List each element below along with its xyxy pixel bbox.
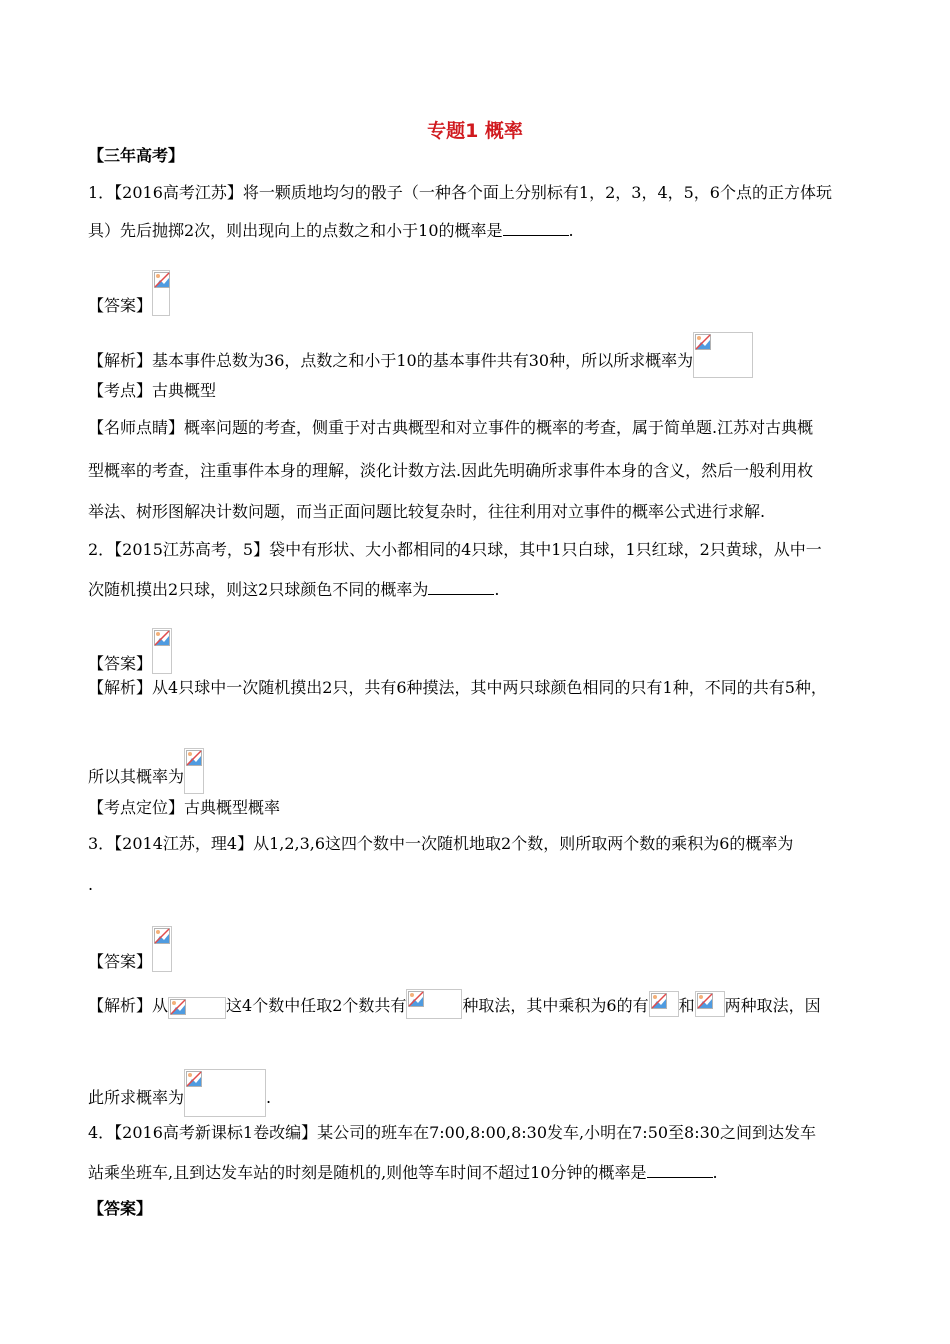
formula-image xyxy=(152,270,170,316)
q2-answer xyxy=(88,628,172,674)
analysis-text: . xyxy=(266,1088,272,1107)
q3-answer xyxy=(88,926,172,972)
broken-image-icon xyxy=(697,993,713,1009)
answer-label: 【答案】 xyxy=(88,952,153,971)
analysis-text: 基本事件总数为36，点数之和小于10的基本事件共有30种，所以所求概率为 xyxy=(152,351,694,370)
tip-label: 【名师点睛】 xyxy=(88,418,185,437)
broken-image-icon xyxy=(186,750,202,766)
formula-image xyxy=(152,628,172,674)
q4-answer xyxy=(88,1199,152,1219)
q1-period: . xyxy=(568,221,574,240)
answer-blank xyxy=(503,221,569,236)
formula-image xyxy=(152,926,172,972)
broken-image-icon xyxy=(170,999,186,1015)
broken-image-icon xyxy=(154,272,170,288)
formula-image xyxy=(649,991,679,1017)
analysis-text: 从4只球中一次随机摸出2只，共有6种摸法，其中两只球颜色相同的只有1种，不同的共有5种， xyxy=(152,678,827,697)
q2-analysis-line2 xyxy=(88,748,204,794)
answer-blank xyxy=(647,1163,713,1178)
broken-image-icon xyxy=(651,993,667,1009)
q3-line1: 3．【2014江苏，理4】从1,2,3,6这四个数中一次随机地取2个数，则所取两个数的乘积为6的概率为 xyxy=(88,834,794,853)
q4-line2 xyxy=(88,1163,718,1183)
analysis-label: 【解析】 xyxy=(88,996,153,1015)
analysis-text: 此所求概率为 xyxy=(88,1088,185,1107)
analysis-label: 【解析】 xyxy=(88,678,153,697)
analysis-text: 所以其概率为 xyxy=(88,767,185,786)
q1-line1: 1．【2016高考江苏】将一颗质地均匀的骰子（一种各个面上分别标有1，2，3，4，5，6个点的正方体玩 xyxy=(88,183,832,202)
formula-image xyxy=(168,997,226,1019)
formula-image xyxy=(184,1069,266,1117)
q2-line1: 2．【2015江苏高考，5】袋中有形状、大小都相同的4只球，其中1只白球，1只红球，2只黄球，从中一 xyxy=(88,540,822,559)
page-title: 专题1 概率 xyxy=(427,120,523,142)
answer-label: 【答案】 xyxy=(88,654,153,673)
q1-text: 具）先后抛掷2次，则出现向上的点数之和小于10的概率是 xyxy=(88,221,503,240)
q3-line2: . xyxy=(88,875,94,894)
broken-image-icon xyxy=(408,991,424,1007)
analysis-text: 两种取法，因 xyxy=(724,996,821,1015)
q2-text: 次随机摸出2只球，则这2只球颜色不同的概率为 xyxy=(88,580,429,599)
q1-knowledge-point xyxy=(88,381,216,401)
broken-image-icon xyxy=(154,928,170,944)
tip-text: 概率问题的考查，侧重于对古典概型和对立事件的概率的考查，属于简单题.江苏对古典概 xyxy=(184,418,814,437)
kp-text: 古典概型 xyxy=(152,381,217,400)
q3-analysis-line2 xyxy=(88,1069,271,1117)
broken-image-icon xyxy=(154,630,170,646)
q3-analysis-line1 xyxy=(88,989,821,1019)
q4-line1: 4．【2016高考新课标1卷改编】某公司的班车在7:00,8:00,8:30发车,小明在7:50至8:30之间到达发车 xyxy=(88,1123,816,1142)
broken-image-icon xyxy=(186,1071,202,1087)
analysis-text: 种取法，其中乘积为6的有 xyxy=(462,996,649,1015)
q1-tip-line1 xyxy=(88,418,813,438)
formula-image xyxy=(406,989,462,1019)
q2-period: . xyxy=(494,580,500,599)
formula-image xyxy=(693,332,753,378)
q2-analysis-line1 xyxy=(88,678,827,698)
q1-analysis xyxy=(88,332,753,378)
q4-text: 站乘坐班车,且到达发车站的时刻是随机的,则他等车时间不超过10分钟的概率是 xyxy=(88,1163,647,1182)
kp-label: 【考点定位】 xyxy=(88,798,185,817)
q1-tip-line3: 举法、树形图解决计数问题，而当正面问题比较复杂时，往往利用对立事件的概率公式进行求解. xyxy=(88,502,766,521)
analysis-text: 和 xyxy=(678,996,695,1015)
kp-label: 【考点】 xyxy=(88,381,153,400)
formula-image xyxy=(184,748,204,794)
broken-image-icon xyxy=(695,334,711,350)
q2-line2 xyxy=(88,580,499,600)
analysis-text: 这4个数中任取2个数共有 xyxy=(226,996,407,1015)
q1-answer xyxy=(88,270,170,316)
kp-text: 古典概型概率 xyxy=(184,798,281,817)
q1-line2 xyxy=(88,221,574,241)
q2-knowledge-point xyxy=(88,798,280,818)
analysis-text: 从 xyxy=(152,996,169,1015)
answer-label: 【答案】 xyxy=(88,1199,153,1218)
answer-blank xyxy=(428,580,494,595)
formula-image xyxy=(695,991,725,1017)
section-label: 【三年高考】 xyxy=(88,146,185,165)
q4-period: . xyxy=(712,1163,718,1182)
analysis-label: 【解析】 xyxy=(88,351,153,370)
q1-tip-line2: 型概率的考查，注重事件本身的理解，淡化计数方法.因此先明确所求事件本身的含义，然后一般利用枚 xyxy=(88,461,814,480)
answer-label: 【答案】 xyxy=(88,296,153,315)
